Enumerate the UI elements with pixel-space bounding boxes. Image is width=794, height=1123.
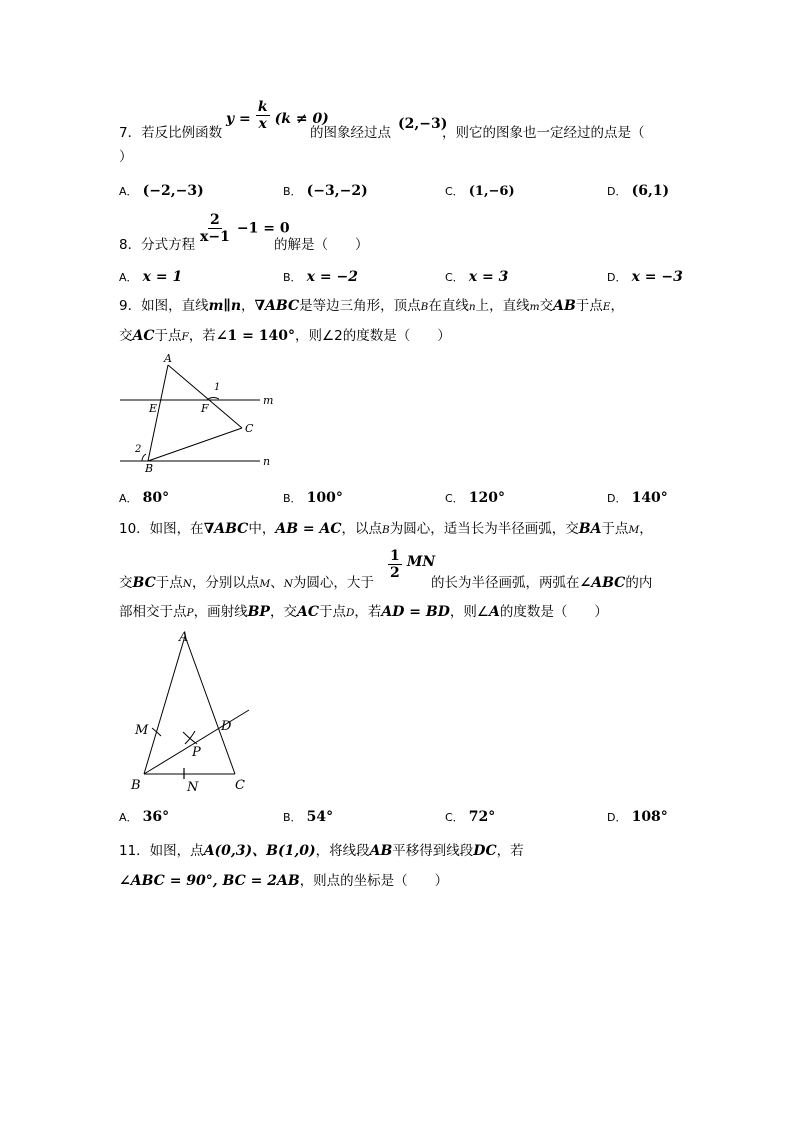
q9-side-ac [168, 365, 242, 428]
q8-suffix: 的解是（ ） [274, 237, 369, 253]
q9-line1: 9．如图，直线m∥n，∇ABC是等边三角形，顶点B在直线n上，直线m交AB于点E， [119, 298, 624, 314]
q10-label-c: C [235, 778, 245, 793]
q9-label-a: A [164, 352, 172, 365]
q9-option-a: A． 80° [119, 490, 170, 506]
q11-line1: 11．如图，点A(0,3)、B(1,0)，将线段AB平移得到线段DC，若 [119, 843, 524, 859]
q10-line1: 10．如图，在∇ABC中，AB = AC，以点B为圆心，适当长为半径画弧，交BA于点M， [119, 521, 653, 537]
q10-label-p: P [192, 745, 201, 760]
q8-option-d: D． x = −3 [607, 269, 683, 285]
q9-label-c: C [245, 422, 254, 435]
q10-line2-start: 交BC于点N，分别以点M、N为圆心，大于 [119, 575, 374, 591]
q10-figure [125, 626, 265, 796]
q7-option-a: A． (−2,−3) [119, 183, 204, 199]
q8-option-b: B． x = −2 [283, 269, 358, 285]
q7-option-d: D． (6,1) [607, 183, 670, 199]
q7-line1-mid: 的图象经过点 [310, 125, 391, 141]
q10-arc-p2 [185, 731, 195, 744]
q9-option-d: D． 140° [607, 490, 668, 506]
q8-fraction: $\frac{2}{x-1}$ [200, 212, 230, 245]
q10-option-c: C． 72° [445, 809, 496, 825]
q9-option-c: C． 120° [445, 490, 506, 506]
q9-label-n: n [263, 455, 271, 468]
q9-label-f: F [201, 402, 209, 415]
q9-angle2-arc [142, 454, 146, 461]
q9-label-e: E [149, 402, 158, 415]
q10-line3: 部相交于点P，画射线BP，交AC于点D，若AD = BD，则∠A的度数是（ ） [119, 604, 608, 620]
q10-arc-m [152, 728, 161, 736]
q7-line2: ） [119, 149, 133, 165]
q10-label-a: A [179, 630, 189, 645]
q10-option-b: B． 54° [283, 809, 334, 825]
q8-equation-rest: −1 = 0 [236, 220, 290, 237]
q9-figure [115, 348, 285, 476]
q7-option-b: B． (−3,−2) [283, 183, 368, 199]
q10-line2-end: 的长为半径画弧，两弧在∠ABC的内 [431, 575, 653, 591]
q7-func-condition: (k ≠ 0) [274, 111, 329, 127]
q10-option-a: A． 36° [119, 809, 170, 825]
q7-func-fraction: $\frac{k}{x}$ [257, 99, 268, 132]
q10-label-b: B [131, 778, 141, 793]
q8-option-c: C． x = 3 [445, 269, 509, 285]
q10-option-d: D． 108° [607, 809, 668, 825]
q8-option-a: A． x = 1 [119, 269, 183, 285]
q10-label-m: M [135, 723, 149, 738]
q9-label-m: m [263, 394, 274, 407]
q7-point: (2,−3) [398, 116, 448, 132]
q9-label-angle2: 2 [135, 444, 142, 455]
q10-label-n: N [187, 780, 199, 795]
q7-option-c: C． (1,−6) [445, 184, 515, 199]
q9-line2: 交AC于点F，若∠1 = 140°，则∠2的度数是（ ） [119, 328, 451, 344]
q9-label-angle1: 1 [214, 382, 221, 393]
q9-option-b: B． 100° [283, 490, 343, 506]
q9-side-bc [148, 428, 242, 461]
q8-prefix: 8．分式方程 [119, 237, 196, 253]
q10-fraction-mn: $\frac{1}{2}$ MN [390, 548, 436, 581]
q7-line1: 7．若反比例函数 [119, 125, 223, 141]
q9-label-b: B [145, 462, 154, 475]
q7-line1-suffix: ，则它的图象也一定经过的点是（ [442, 125, 645, 141]
q7-func-y: y = [226, 111, 251, 127]
q10-label-d: D [221, 719, 232, 734]
q11-line2: ∠ABC = 90°, BC = 2AB，则点的坐标是（ ） [119, 873, 449, 889]
